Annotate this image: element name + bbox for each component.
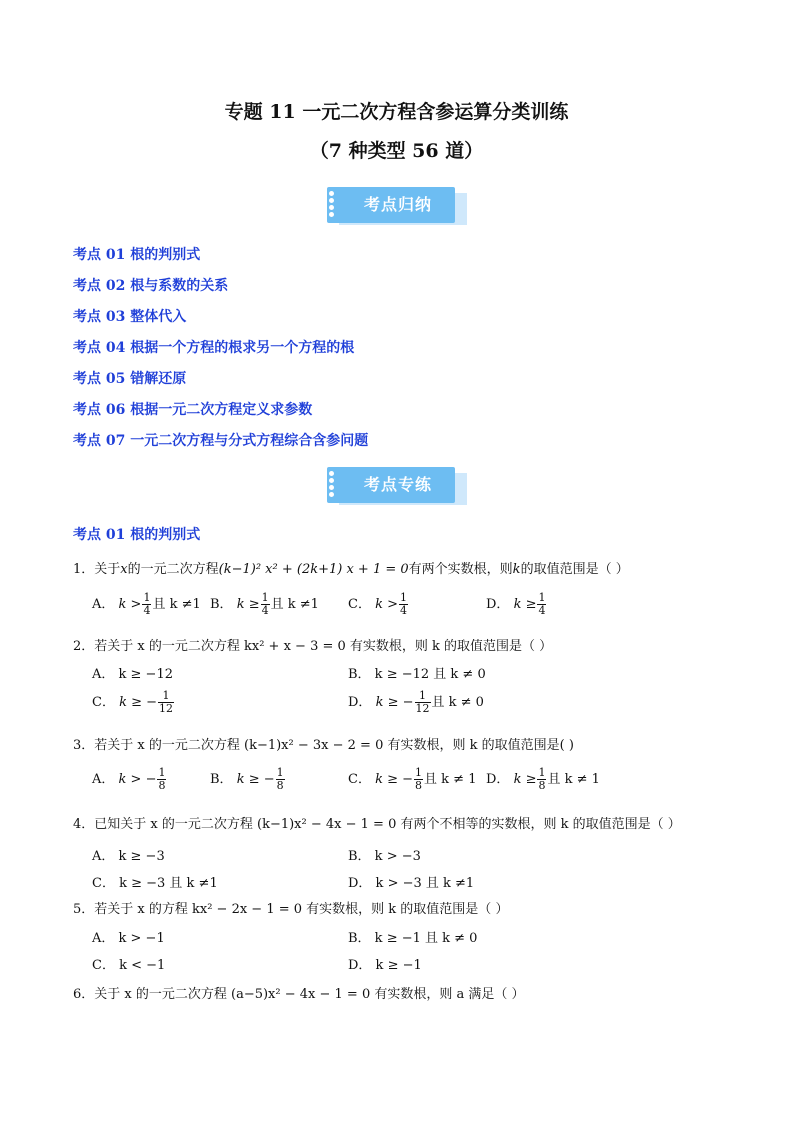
option-5d[interactable]: D． k ≥ −1 bbox=[348, 958, 422, 973]
option-2d[interactable]: D． k ≥ − $\frac{1}{12}$ 且 k ≠ 0 bbox=[348, 689, 484, 715]
option-3d[interactable]: D． k ≥ $\frac{1}{8}$ 且 k ≠ 1 bbox=[486, 766, 600, 792]
option-1c[interactable]: C． k > $\frac{1}{4}$ bbox=[348, 591, 407, 617]
question-3: 3．若关于 x 的一元二次方程 (k−1)x² − 3x − 2 = 0 有实数根，则 k 的取值范围是( ) bbox=[73, 738, 574, 753]
option-5a[interactable]: A． k > −1 bbox=[92, 931, 165, 946]
option-3b[interactable]: B． k ≥ − $\frac{1}{8}$ bbox=[210, 766, 284, 792]
option-2c[interactable]: C． k ≥ − $\frac{1}{12}$ bbox=[92, 689, 174, 715]
option-5b[interactable]: B． k ≥ −1 且 k ≠ 0 bbox=[348, 931, 478, 946]
toc-item-06[interactable]: 考点 06 根据一元二次方程定义求参数 bbox=[73, 402, 313, 418]
toc-item-02[interactable]: 考点 02 根与系数的关系 bbox=[73, 278, 229, 294]
option-4d[interactable]: D． k > −3 且 k ≠1 bbox=[348, 876, 475, 891]
option-3c[interactable]: C． k ≥ − $\frac{1}{8}$ 且 k ≠ 1 bbox=[348, 766, 477, 792]
section-badge-practice bbox=[327, 465, 467, 505]
toc-item-07[interactable]: 考点 07 一元二次方程与分式方程综合含参问题 bbox=[73, 433, 369, 449]
toc-item-03[interactable]: 考点 03 整体代入 bbox=[73, 309, 187, 325]
option-1a[interactable]: A． k > $\frac{1}{4}$ 且 k ≠1 bbox=[92, 591, 201, 617]
binder-dots-icon bbox=[329, 191, 337, 221]
question-5: 5．若关于 x 的方程 kx² − 2x − 1 = 0 有实数根，则 k 的取值范围是（ ） bbox=[73, 902, 509, 917]
option-4c[interactable]: C． k ≥ −3 且 k ≠1 bbox=[92, 876, 218, 891]
toc-item-04[interactable]: 考点 04 根据一个方程的根求另一个方程的根 bbox=[73, 340, 355, 356]
question-6: 6．关于 x 的一元二次方程 (a−5)x² − 4x − 1 = 0 有实数根，则 a 满足（ ） bbox=[73, 987, 525, 1002]
section-heading-01: 考点 01 根的判别式 bbox=[73, 527, 201, 543]
badge-label: 考点专练 bbox=[363, 475, 432, 494]
option-2b[interactable]: B． k ≥ −12 且 k ≠ 0 bbox=[348, 667, 486, 682]
document-title: 专题 11 一元二次方程含参运算分类训练 bbox=[224, 101, 569, 123]
section-badge-summary bbox=[327, 185, 467, 225]
option-3a[interactable]: A． k > − $\frac{1}{8}$ bbox=[92, 766, 166, 792]
toc-item-05[interactable]: 考点 05 错解还原 bbox=[73, 371, 187, 387]
option-4a[interactable]: A． k ≥ −3 bbox=[92, 849, 165, 864]
option-1b[interactable]: B． k ≥ $\frac{1}{4}$ 且 k ≠1 bbox=[210, 591, 319, 617]
binder-dots-icon bbox=[329, 471, 337, 501]
question-1: 1．关于x的一元二次方程(k−1)² x² + (2k+1) x + 1 = 0有两个实数根，则k的取值范围是（ ） bbox=[73, 562, 629, 577]
toc-item-01[interactable]: 考点 01 根的判别式 bbox=[73, 247, 201, 263]
option-2a[interactable]: A． k ≥ −12 bbox=[92, 667, 173, 682]
badge-label: 考点归纳 bbox=[363, 195, 432, 214]
option-5c[interactable]: C． k < −1 bbox=[92, 958, 166, 973]
option-1d[interactable]: D． k ≥ $\frac{1}{4}$ bbox=[486, 591, 546, 617]
option-4b[interactable]: B． k > −3 bbox=[348, 849, 421, 864]
question-4: 4．已知关于 x 的一元二次方程 (k−1)x² − 4x − 1 = 0 有两个不相等的实数根，则 k 的取值范围是（ ） bbox=[73, 817, 681, 832]
document-subtitle: （7 种类型 56 道） bbox=[309, 140, 484, 162]
question-2: 2．若关于 x 的一元二次方程 kx² + x − 3 = 0 有实数根，则 k 的取值范围是（ ） bbox=[73, 639, 553, 654]
